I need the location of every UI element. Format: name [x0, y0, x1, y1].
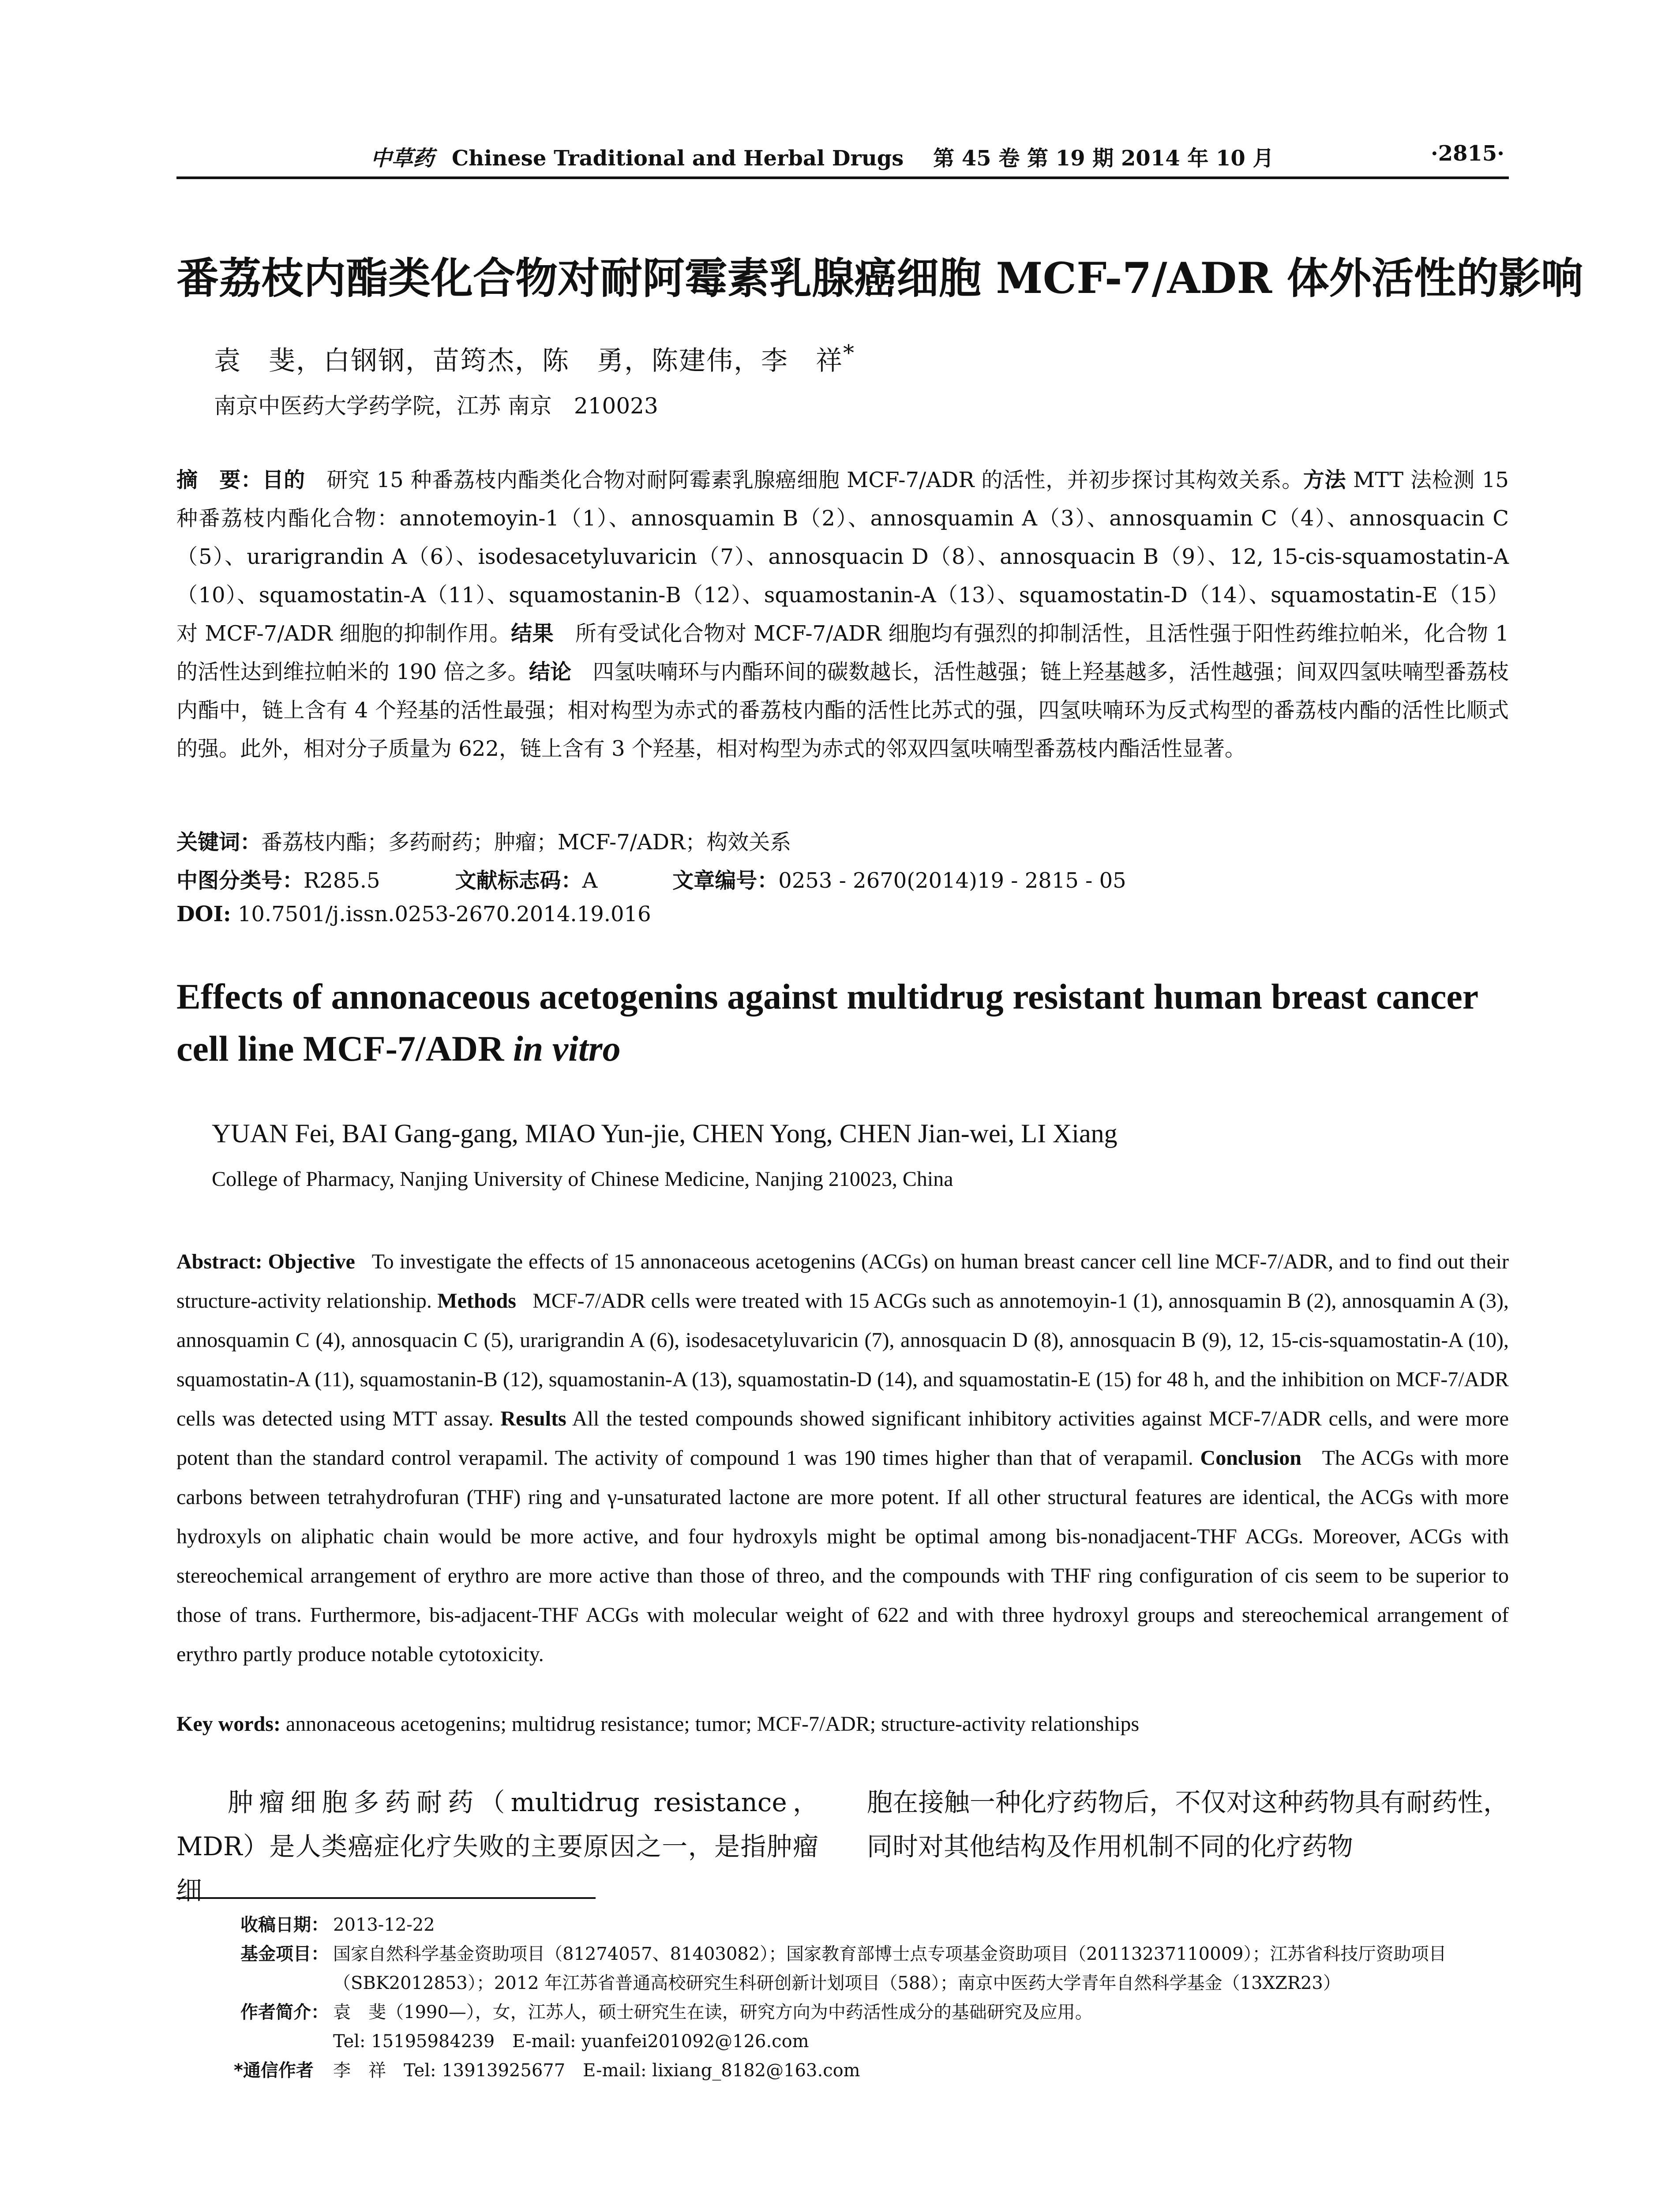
keywords-text: 番荔枝内酯；多药耐药；肿瘤；MCF-7/ADR；构效关系: [261, 830, 791, 855]
en-keywords-label: Key words:: [176, 1712, 281, 1736]
footnotes: [234, 1910, 1509, 2085]
doccode-label: 文献标志码：: [455, 868, 582, 893]
footnote-label: *通信作者: [234, 2060, 314, 2081]
english-authors: YUAN Fei, BAI Gang-gang, MIAO Yun-jie, CHEN Yong, CHEN Jian-wei, LI Xiang: [212, 1119, 1118, 1148]
header-rule: [176, 176, 1509, 179]
en-methods-text: MCF-7/ADR cells were treated with 15 ACGs such as annotemoyin-1 (1), annosquamin B (2), annosquamin A (3), annosquamin C (4), annosquacin C (5), urarigrandin A (6), isodesacetyluvaricin (7), annosquacin D (8), annosquacin B (9), 12, 15-cis-squamostatin-A (10), squamostatin-A (11), squamostanin-B (12), squamostanin-A (13), squamostatin-D (14), and squamostatin-E (15) for 48 h, and the inhibition on MCF-7/ADR cells was detected using MTT assay.: [176, 1289, 1509, 1430]
footnote-corresponding: [234, 2056, 1509, 2085]
footnote-text: 国家自然科学基金资助项目（81274057、81403082）；国家教育部博士点专项基金资助项目（20113237110009）；江苏省科技厅资助项目（SBK2012853）；2012 年江苏省普通高校研究生科研创新计划项目（588）；南京中医药大学青年自然科学基金（13XZR23）: [333, 1944, 1447, 1993]
journal-name-cn: 中草药: [371, 146, 435, 171]
doccode-value: A: [582, 868, 598, 893]
footnote-label: 收稿日期：: [240, 1915, 329, 1935]
chinese-title: 番荔枝内酯类化合物对耐阿霉素乳腺癌细胞 MCF-7/ADR 体外活性的影响: [176, 253, 1583, 303]
english-keywords: [176, 1712, 1509, 1736]
en-conclusion-text: The ACGs with more carbons between tetrahydrofuran (THF) ring and γ-unsaturated lactone are more potent. If all other structural features are identical, the ACGs with more hydroxyls on aliphatic chain would be more active, and four hydroxyls might be optimal among bis-nonadjacent-THF ACGs. Moreover, ACGs with stereochemical arrangement of erythro are more active than those of threo, and the compounds with THF ring configuration of cis seem to be superior to those of trans. Furthermore, bis-adjacent-THF ACGs with molecular weight of 622 and with three hydroxyl groups and stereochemical arrangement of erythro partly produce notable cytotoxicity.: [176, 1446, 1509, 1666]
en-methods-label: Methods: [437, 1289, 516, 1313]
results-text: 所有受试化合物对 MCF-7/ADR 细胞均有强烈的抑制活性，且活性强于阳性药维拉帕米，化合物 1 的活性达到维拉帕米的 190 倍之多。: [176, 621, 1509, 684]
doi-label: DOI:: [176, 902, 231, 927]
methods-label: 方法: [1303, 468, 1346, 492]
footnote-author-contact: [240, 2027, 1509, 2056]
english-title-text: Effects of annonaceous acetogenins against multidrug resistant human breast cancer cell line MCF-7/ADR: [176, 976, 1478, 1069]
articleno-value: 0253 - 2670(2014)19 - 2815 - 05: [778, 868, 1126, 893]
doi-value: 10.7501/j.issn.0253-2670.2014.19.016: [237, 902, 651, 927]
en-results-text: All the tested compounds showed significant inhibitory activities against MCF-7/ADR cells, and were more potent than the standard control verapamil. The activity of compound 1 was 190 times higher than that of verapamil.: [176, 1407, 1509, 1470]
footnote-funding: [240, 1940, 1509, 1998]
chinese-abstract: [176, 461, 1509, 768]
footnote-rule: [176, 1897, 596, 1899]
en-results-label: Results: [500, 1407, 566, 1430]
page-number: ·2815·: [1430, 141, 1504, 166]
doi-line: [176, 902, 651, 927]
en-objective-text: To investigate the effects of 15 annonaceous acetogenins (ACGs) on human breast cancer cell line MCF-7/ADR, and to find out their structure-activity relationship.: [176, 1250, 1509, 1313]
objective-label: 目的: [262, 468, 305, 492]
journal-name: [371, 141, 1274, 172]
english-affiliation: College of Pharmacy, Nanjing University of Chinese Medicine, Nanjing 210023, China: [212, 1167, 953, 1191]
journal-name-en: Chinese Traditional and Herbal Drugs: [452, 146, 904, 171]
clc-label: 中图分类号：: [176, 868, 304, 893]
footnote-label: 作者简介：: [240, 2002, 329, 2022]
methods-text: MTT 法检测 15 种番荔枝内酯化合物：annotemoyin-1（1）、annosquamin B（2）、annosquamin A（3）、annosquamin C（4）、annosquacin C（5）、urarigrandin A（6）、isodesacetyluvaricin（7）、annosquacin D（8）、annosquacin B（9）、12, 15-cis-squamostatin-A（10）、squamostatin-A（11）、squamostanin-B（12）、squamostanin-A（13）、squamostatin-D（14）、squamostatin-E（15）对 MCF-7/ADR 细胞的抑制作用。: [176, 468, 1509, 646]
chinese-authors: [214, 340, 855, 378]
english-title-italic: in vitro: [513, 1028, 621, 1069]
en-abstract-label: Abstract: Objective: [176, 1250, 355, 1273]
chinese-keywords: [176, 825, 791, 855]
abstract-label: 摘 要：: [176, 468, 262, 492]
body-column-right: 胞在接触一种化疗药物后，不仅对这种药物具有耐药性，同时对其他结构及作用机制不同的化疗药物: [867, 1787, 1509, 1861]
body-column-left: 肿瘤细胞多药耐药（multidrug resistance，MDR）是人类癌症化疗失败的主要原因之一，是指肿瘤细: [176, 1787, 818, 1906]
footnote-text: 李 祥 Tel: 13913925677 E-mail: lixiang_8182@163.com: [333, 2060, 860, 2081]
footnote-text: 袁 斐（1990—），女，江苏人，硕士研究生在读，研究方向为中药活性成分的基础研究及应用。: [333, 2002, 1093, 2022]
footnote-author-bio: [240, 1998, 1509, 2027]
conclusion-label: 结论: [529, 660, 572, 684]
footnote-text: Tel: 15195984239 E-mail: yuanfei201092@126.com: [333, 2031, 809, 2052]
issue-info: 第 45 卷 第 19 期 2014 年 10 月: [933, 146, 1274, 171]
english-title: [176, 971, 1509, 1075]
footnote-label: 基金项目：: [240, 1944, 329, 1964]
en-keywords-text: annonaceous acetogenins; multidrug resistance; tumor; MCF-7/ADR; structure-activity relationships: [285, 1712, 1140, 1736]
clc-value: R285.5: [304, 868, 380, 893]
en-conclusion-label: Conclusion: [1200, 1446, 1301, 1470]
footnote-text: 2013-12-22: [333, 1915, 435, 1935]
english-abstract: [176, 1242, 1509, 1674]
objective-text: 研究 15 种番荔枝内酯类化合物对耐阿霉素乳腺癌细胞 MCF-7/ADR 的活性，并初步探讨其构效关系。: [326, 468, 1303, 492]
articleno-label: 文章编号：: [672, 868, 779, 893]
running-header: [176, 141, 1509, 176]
classification-line: [176, 863, 1126, 894]
chinese-affiliation: 南京中医药大学药学院，江苏 南京 210023: [214, 393, 658, 419]
footnote-received: [240, 1910, 1509, 1940]
conclusion-text: 四氢呋喃环与内酯环间的碳数越长，活性越强；链上羟基越多，活性越强；间双四氢呋喃型番荔枝内酯中，链上含有 4 个羟基的活性最强；相对构型为赤式的番荔枝内酯的活性比苏式的强，四氢呋喃环为反式构型的番荔枝内酯的活性比顺式的强。此外，相对分子质量为 622，链上含有 3 个羟基，相对构型为赤式的邻双四氢呋喃型番荔枝内酯活性显著。: [176, 660, 1509, 761]
keywords-label: 关键词：: [176, 830, 262, 855]
chinese-author-list: 袁 斐，白钢钢，苗筠杰，陈 勇，陈建伟，李 祥: [214, 345, 843, 376]
corresponding-mark: *: [843, 340, 855, 366]
results-label: 结果: [511, 621, 554, 646]
